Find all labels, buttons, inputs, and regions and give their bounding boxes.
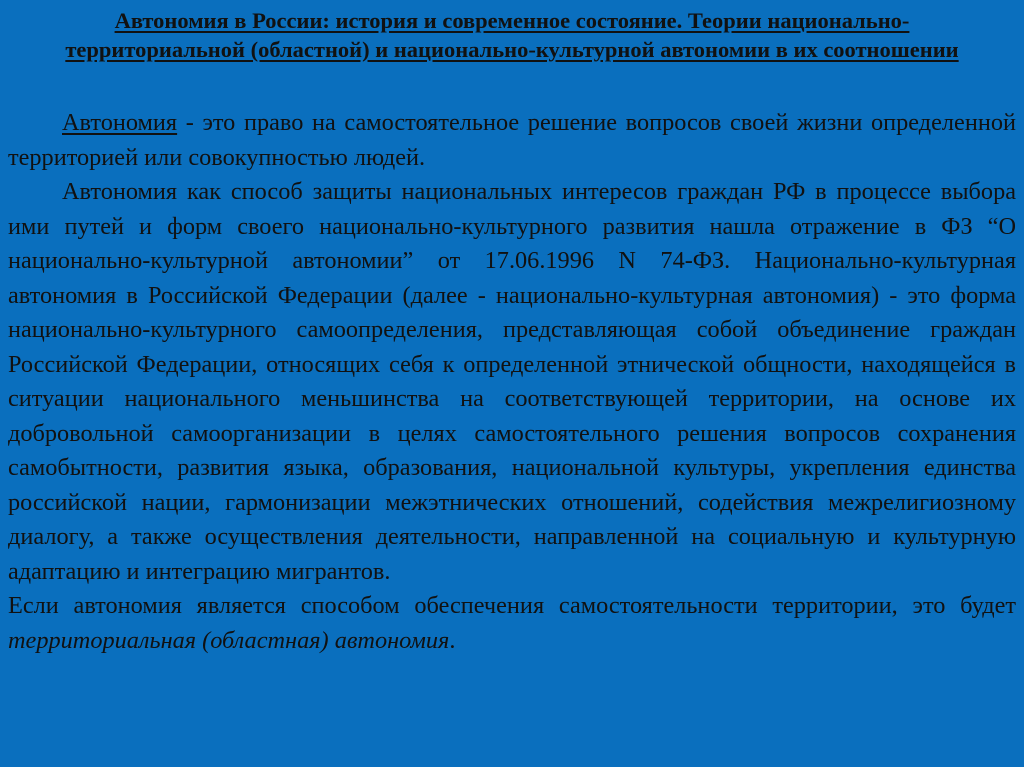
slide-title: Автономия в России: история и современное состояние. Теории национально-территориальной (областной) и национально-культурной автономии в их соотношении [65, 8, 959, 62]
conclusion-text: Если автономия является способом обеспечения самостоятельности территории, это будет [8, 592, 1016, 619]
law-paragraph: Автономия как способ защиты национальных интересов граждан РФ в процессе выбора ими путей и форм своего национально-культурного развития нашла отражение в ФЗ “О национально-культурной автономии” от 17.06.1996 N 74-ФЗ. Национально-культурная автономия в Российской Федерации (далее - национально-культурная автономия) - это форма национально-культурного самоопределения, представляющая собой объединение граждан Российской Федерации, относящих себя к определенной этнической общности, находящейся в ситуации национального меньшинства на соответствующей территории, на основе их добровольной самоорганизации в целях самостоятельного решения вопросов сохранения самобытности, развития языка, образования, национальной культуры, укрепления единства российской нации, гармонизации межэтнических отношений, содействия межрелигиозному диалогу, а также осуществления деятельности, направленной на социальную и культурную адаптацию и интеграцию мигрантов. [8, 178, 1016, 585]
conclusion-italic-term: территориальная (областная) автономия [8, 626, 450, 654]
conclusion-end: . [449, 626, 456, 654]
slide-body [8, 106, 1016, 658]
definition-term: Автономия [62, 109, 178, 136]
conclusion-paragraph [8, 589, 1016, 658]
definition-text: - это право на самостоятельное решение вопросов своей жизни определенной территорией или совокупностью людей. [8, 109, 1016, 171]
definition-paragraph [8, 106, 1016, 175]
